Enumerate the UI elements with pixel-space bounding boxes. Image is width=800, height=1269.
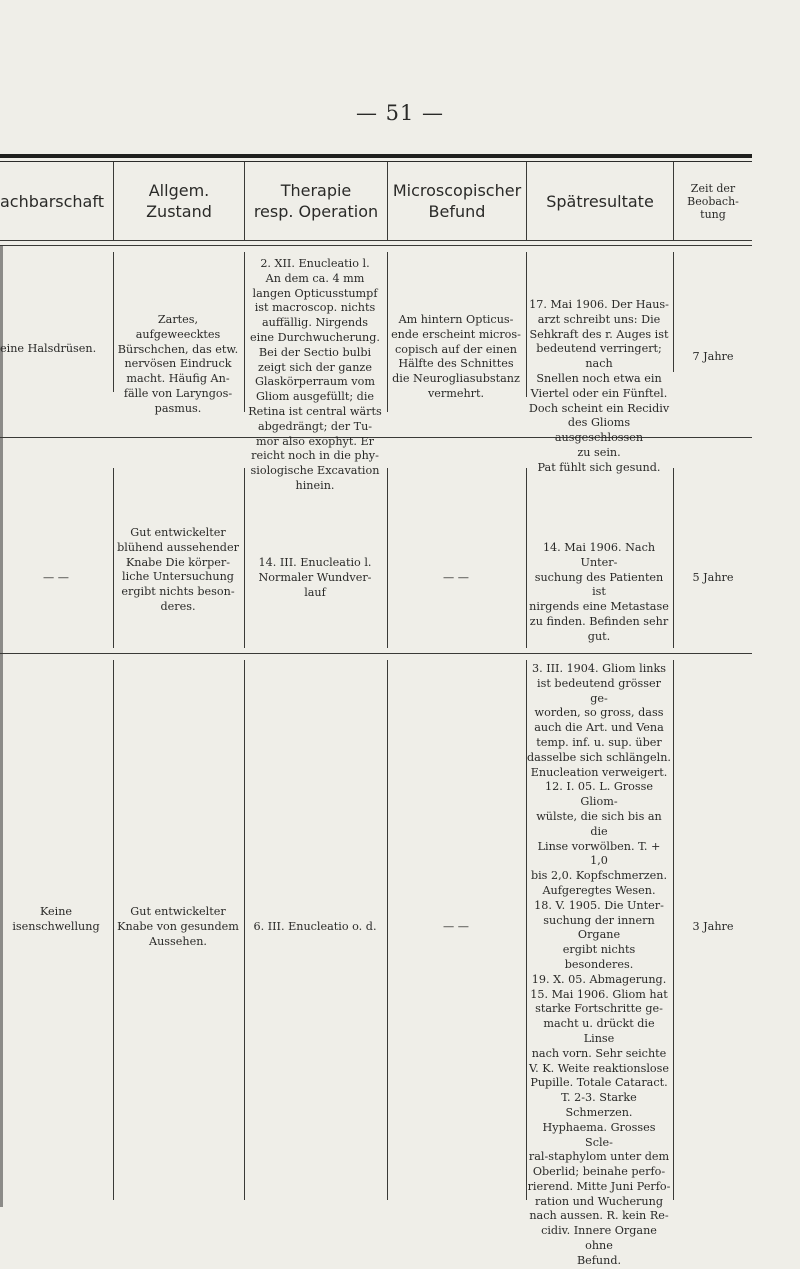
header-therapie: Therapie resp. Operation — [253, 181, 379, 221]
column-divider — [387, 468, 388, 648]
cell-zeit: 7 Jahre — [692, 350, 734, 363]
cell-zeit: 3 Jahre — [692, 920, 734, 933]
header-spaetresultate: Spätresultate — [546, 191, 654, 211]
header-nachbarschaft: achbarschaft — [0, 191, 104, 211]
cell-spaetresultate: 17. Mai 1906. Der Haus- arzt schreibt uns: Die Sehkraft des r. Auges ist bedeutend verringert; nach Snellen noch etwa ein Viertel oder ein Fünftel. Doch scheint ein Recidiv des Glioms ausgeschlossen zu sein. Pat fühlt sich gesund. — [528, 298, 670, 474]
cell-nachbarschaft: — — — [43, 571, 69, 584]
page-number: — 51 — — [355, 101, 445, 125]
cell-therapie: 2. XII. Enucleatio l. An dem ca. 4 mm langen Opticusstumpf ist macroscop. nichts auffällig. Nirgends eine Durchwucherung. Bei der Sectio bulbi zeigt sich der ganze Glaskörperraum vom Gliom ausgefüllt; die Retina ist central wärts abgedrängt; der Tu- mor also exophyt. Er reicht noch in die phy- siologische Excavation hinein. — [248, 257, 382, 492]
cell-zustand: Zartes, aufgeweecktes Bürschchen, das etw. nervösen Eindruck macht. Häufig An- fälle von Laryngos- pasmus. — [117, 313, 239, 415]
table-top-rule — [0, 154, 752, 158]
cell-zustand: Gut entwickelter Knabe von gesundem Aussehen. — [117, 905, 239, 948]
cell-befund: — — — [443, 571, 469, 584]
cell-zustand: Gut entwickelter blühend aussehender Knabe Die körper- liche Untersuchung ergibt nichts beson- deres. — [117, 526, 239, 613]
cell-befund: — — — [443, 920, 469, 933]
cell-therapie: 14. III. Enucleatio l. Normaler Wundver- lauf — [258, 556, 372, 599]
header-allgem-zustand: Allgem. Zustand — [146, 181, 212, 221]
cell-spaetresultate: 3. III. 1904. Gliom links ist bedeutend grösser ge- worden, so gross, dass auch die Art. und Vena temp. inf. u. sup. über dasselbe sich schlängeln. Enucleation verweigert. 12. I. 05. L. Grosse Gliom- wülste, die sich bis an die Linse vorwölben. T. + 1,0 bis 2,0. Kopfschmerzen. Aufgeregtes Wesen. 18. V. 1905. Die Unter- suchung der innern Organe ergibt nichts besonderes. 19. X. 05. Abmagerung. 15. Mai 1906. Gliom hat starke Fortschritte ge- macht u. drückt die Linse nach vorn. Sehr seichte V. K. Weite reaktionslose Pupille. Totale Cataract. T. 2-3. Starke Schmerzen. Hyphaema. Grosses Scle- ral-staphylom unter dem Oberlid; beinahe perfo- rierend. Mitte Juni Perfo- ration und Wucherung nach aussen. R. kein Re- cidiv. Innere Organe ohne Befund. — [527, 662, 671, 1267]
page-edge-shadow — [0, 245, 3, 1207]
cell-spaetresultate: 14. Mai 1906. Nach Unter- suchung des Patienten ist nirgends eine Metastase zu finden. Befinden sehr gut. — [529, 541, 669, 643]
cell-befund: Am hintern Opticus- ende erscheint micros- copisch auf der einen Hälfte des Schnittes die Neurogliasubstanz vermehrt. — [391, 313, 521, 400]
header-bottom-rule — [0, 240, 752, 241]
cell-nachbarschaft: eine Halsdrüsen. — [0, 342, 97, 355]
header-zeit: Zeit der Beobach- tung — [687, 181, 739, 221]
row-divider — [0, 653, 752, 654]
cell-nachbarschaft: Keine isenschwellung — [12, 905, 100, 933]
cell-therapie: 6. III. Enucleatio o. d. — [253, 920, 377, 933]
header-bottom-rule-double — [0, 245, 752, 246]
column-divider — [673, 468, 674, 648]
header-befund: Microscopischer Befund — [392, 181, 522, 221]
cell-zeit: 5 Jahre — [692, 571, 734, 584]
